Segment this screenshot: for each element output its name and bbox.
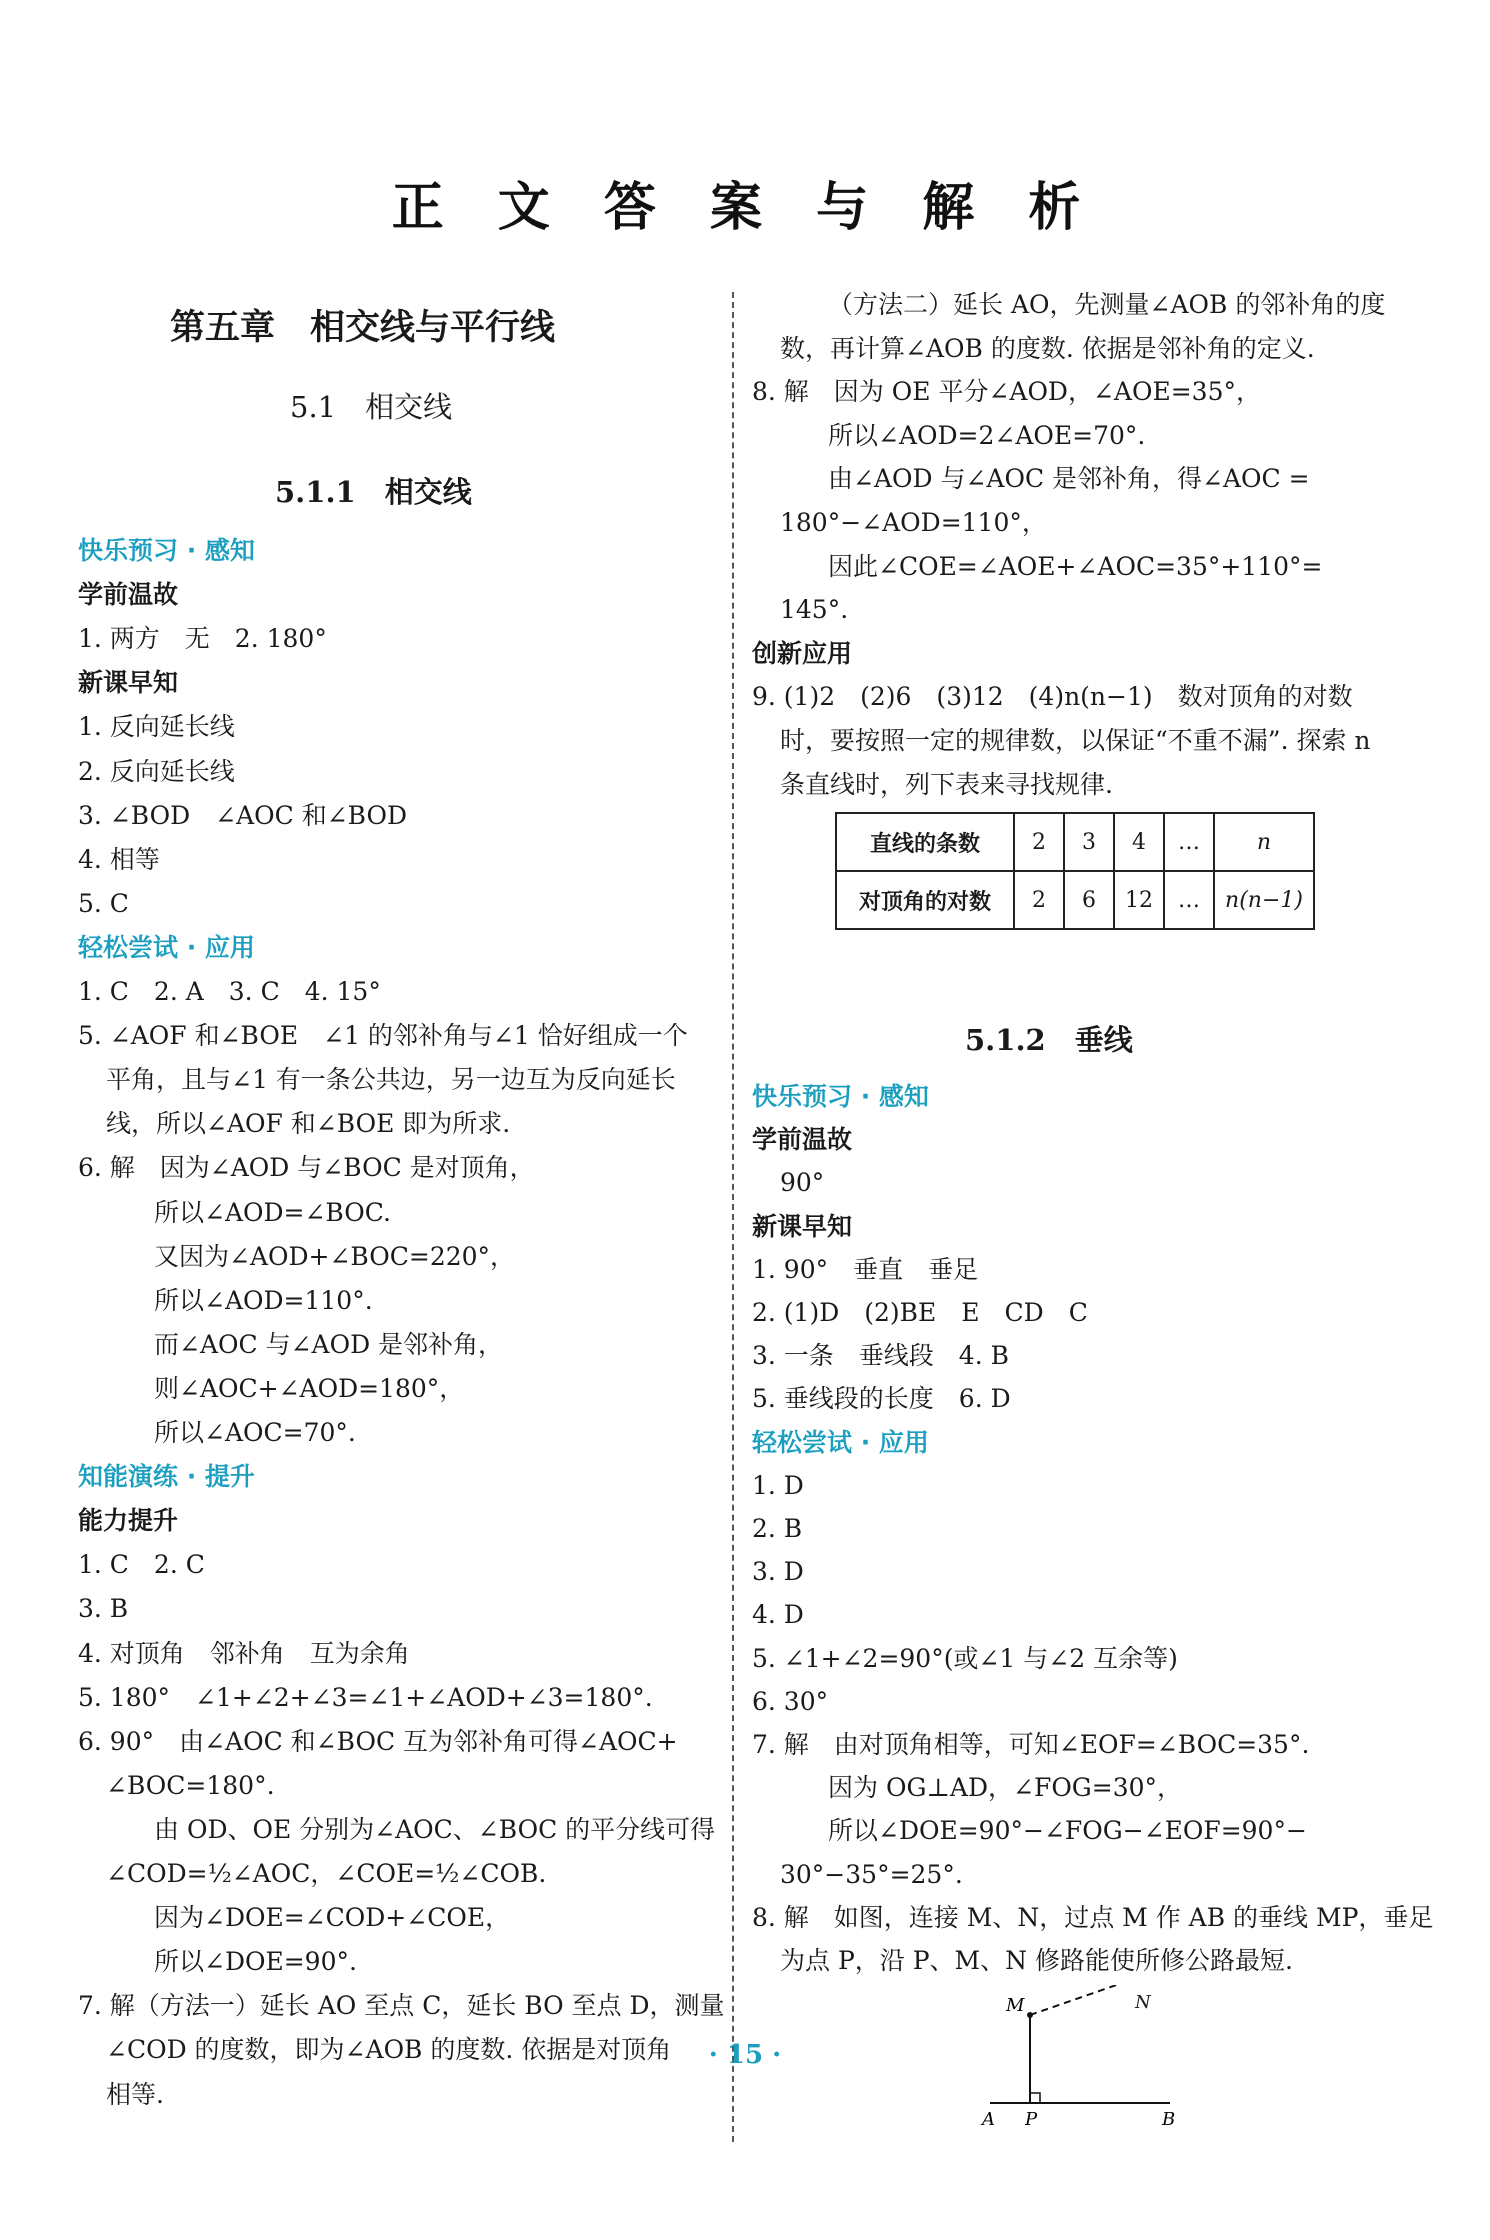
subsection-title: 5.1.1 相交线 — [275, 475, 472, 509]
table-cell: … — [1164, 871, 1214, 929]
answer-line: 8. 解 因为 OE 平分∠AOD，∠AOE=35°， — [752, 377, 1261, 407]
table-cell: 2 — [1014, 813, 1064, 871]
answer-line: 数，再计算∠AOB 的度数. 依据是邻补角的定义. — [780, 333, 1315, 363]
answer-line: 2. (1)D (2)BE E CD C — [752, 1298, 1088, 1327]
answer-line: 因此∠COE=∠AOE+∠AOC=35°+110°= — [828, 551, 1323, 581]
answer-line: 3. D — [752, 1557, 804, 1587]
label-n: N — [1135, 1992, 1151, 2013]
answer-line: 5. ∠1+∠2=90°(或∠1 与∠2 互余等) — [752, 1643, 1178, 1673]
dashed-mn — [1030, 1985, 1128, 2015]
answer-line: 7. 解（方法一）延长 AO 至点 C，延长 BO 至点 D，测量 — [78, 1991, 725, 2021]
column-divider — [732, 292, 734, 2142]
answer-line: 3. B — [78, 1594, 129, 1624]
answer-line: ∠BOC=180°. — [106, 1770, 275, 1800]
table-cell: 3 — [1064, 813, 1114, 871]
chapter-title: 第五章 相交线与平行线 — [170, 307, 556, 348]
subsection-label: 学前温故 — [752, 1125, 853, 1155]
label-a: A — [982, 2109, 995, 2130]
table-cell: 对顶角的对数 — [836, 871, 1014, 929]
answer-line: 4. 相等 — [78, 844, 160, 874]
answer-line: 4. D — [752, 1600, 804, 1630]
answer-line: 5. C — [78, 888, 129, 918]
answer-line: 8. 解 如图，连接 M、N，过点 M 作 AB 的垂线 MP，垂足 — [752, 1902, 1434, 1932]
answer-line: 由 OD、OE 分别为∠AOC、∠BOC 的平分线可得 — [154, 1814, 716, 1844]
section-header: 快乐预习 · 感知 — [752, 1082, 929, 1111]
subsection-label: 学前温故 — [78, 580, 179, 610]
answer-line: 条直线时，列下表来寻找规律. — [780, 769, 1113, 799]
subsection-label: 能力提升 — [78, 1506, 179, 1536]
subsection-label: 创新应用 — [752, 638, 853, 668]
label-p: P — [1025, 2109, 1038, 2130]
answer-line: 由∠AOD 与∠AOC 是邻补角，得∠AOC = — [828, 464, 1310, 494]
answer-line: 5. ∠AOF 和∠BOE ∠1 的邻补角与∠1 恰好组成一个 — [78, 1021, 688, 1051]
answer-line: 180°−∠AOD=110°， — [780, 508, 1047, 537]
page-title: 正 文 答 案 与 解 析 — [391, 177, 1099, 238]
right-angle-mark — [1030, 2093, 1040, 2103]
answer-line: 6. 90° 由∠AOC 和∠BOC 互为邻补角可得∠AOC+ — [78, 1726, 678, 1756]
table-cell: 12 — [1114, 871, 1164, 929]
table-cell: 2 — [1014, 871, 1064, 929]
answer-line: 90° — [780, 1168, 825, 1198]
answer-line: 1. 两方 无 2. 180° — [78, 624, 327, 654]
vertical-angle-table — [835, 812, 1315, 930]
answer-line: 又因为∠AOD+∠BOC=220°， — [154, 1241, 516, 1271]
answer-line: 而∠AOC 与∠AOD 是邻补角， — [154, 1329, 504, 1359]
answer-line: 相等. — [106, 2079, 164, 2109]
answer-line: 因为∠DOE=∠COD+∠COE， — [154, 1903, 511, 1933]
answer-line: 1. D — [752, 1470, 804, 1500]
answer-line: 所以∠AOD=110°. — [154, 1285, 373, 1315]
answer-line: 平角，且与∠1 有一条公共边，另一边互为反向延长 — [106, 1065, 676, 1095]
section-header: 轻松尝试 · 应用 — [78, 932, 255, 962]
page-number: · 15 · — [708, 2040, 782, 2070]
section-header: 快乐预习 · 感知 — [78, 536, 255, 565]
answer-line: 所以∠AOD=∠BOC. — [154, 1197, 391, 1227]
answer-line: 所以∠AOD=2∠AOE=70°. — [828, 420, 1146, 450]
label-m: M — [1006, 1995, 1025, 2016]
table-cell: 6 — [1064, 871, 1114, 929]
answer-line: 所以∠DOE=90°. — [154, 1947, 357, 1977]
table-cell: … — [1164, 813, 1214, 871]
answer-line: ∠COD 的度数，即为∠AOB 的度数. 依据是对顶角 — [106, 2035, 672, 2065]
answer-line: 3. 一条 垂线段 4. B — [752, 1341, 1009, 1371]
answer-line: 30°−35°=25°. — [780, 1859, 963, 1889]
answer-line: 1. 90° 垂直 垂足 — [752, 1254, 979, 1284]
section-header: 轻松尝试 · 应用 — [752, 1427, 929, 1457]
answer-line: 线，所以∠AOF 和∠BOE 即为所求. — [106, 1109, 511, 1139]
table-cell: n — [1214, 813, 1314, 871]
subsection-title-2: 5.1.2 垂线 — [965, 1023, 1133, 1057]
table-cell: 4 — [1114, 813, 1164, 871]
answer-line: 9. (1)2 (2)6 (3)12 (4)n(n−1) 数对顶角的对数 — [752, 682, 1353, 712]
answer-line: 5. 180° ∠1+∠2+∠3=∠1+∠AOD+∠3=180°. — [78, 1682, 653, 1712]
answer-line: 6. 解 因为∠AOD 与∠BOC 是对顶角， — [78, 1153, 535, 1183]
answer-line: ∠COD=½∠AOC，∠COE=½∠COB. — [106, 1859, 547, 1888]
subsection-label: 新课早知 — [752, 1211, 853, 1241]
answer-line: 6. 30° — [752, 1686, 829, 1716]
answer-line: 3. ∠BOD ∠AOC 和∠BOD — [78, 800, 408, 830]
answer-line: 1. C 2. C — [78, 1550, 205, 1580]
answer-line: 2. B — [752, 1514, 803, 1543]
answer-line: 因为 OG⊥AD，∠FOG=30°， — [828, 1773, 1183, 1803]
table-cell: n(n−1) — [1214, 871, 1314, 929]
label-b: B — [1162, 2109, 1176, 2130]
answer-line: 1. 反向延长线 — [78, 712, 235, 742]
answer-line: 所以∠DOE=90°−∠FOG−∠EOF=90°− — [828, 1816, 1307, 1846]
answer-line: 5. 垂线段的长度 6. D — [752, 1384, 1011, 1414]
section-header: 知能演练 · 提升 — [78, 1462, 255, 1492]
point-m — [1027, 2012, 1033, 2018]
answer-line: 时，要按照一定的规律数，以保证“不重不漏”. 探索 n — [780, 726, 1371, 755]
answer-line: 2. 反向延长线 — [78, 756, 235, 786]
answer-line: 145°. — [780, 595, 849, 625]
subsection-label: 新课早知 — [78, 668, 179, 698]
answer-line: （方法二）延长 AO，先测量∠AOB 的邻补角的度 — [828, 290, 1386, 319]
answer-line: 则∠AOC+∠AOD=180°， — [154, 1373, 465, 1403]
table-row — [836, 813, 1314, 871]
answer-line: 7. 解 由对顶角相等，可知∠EOF=∠BOC=35°. — [752, 1730, 1310, 1759]
answer-line: 为点 P，沿 P、M、N 修路能使所修公路最短. — [780, 1946, 1293, 1975]
section-title: 5.1 相交线 — [290, 390, 453, 424]
answer-line: 4. 对顶角 邻补角 互为余角 — [78, 1638, 410, 1668]
table-row — [836, 871, 1314, 929]
table-cell: 直线的条数 — [836, 813, 1014, 871]
answer-line: 1. C 2. A 3. C 4. 15° — [78, 977, 381, 1006]
answer-line: 所以∠AOC=70°. — [154, 1418, 356, 1447]
